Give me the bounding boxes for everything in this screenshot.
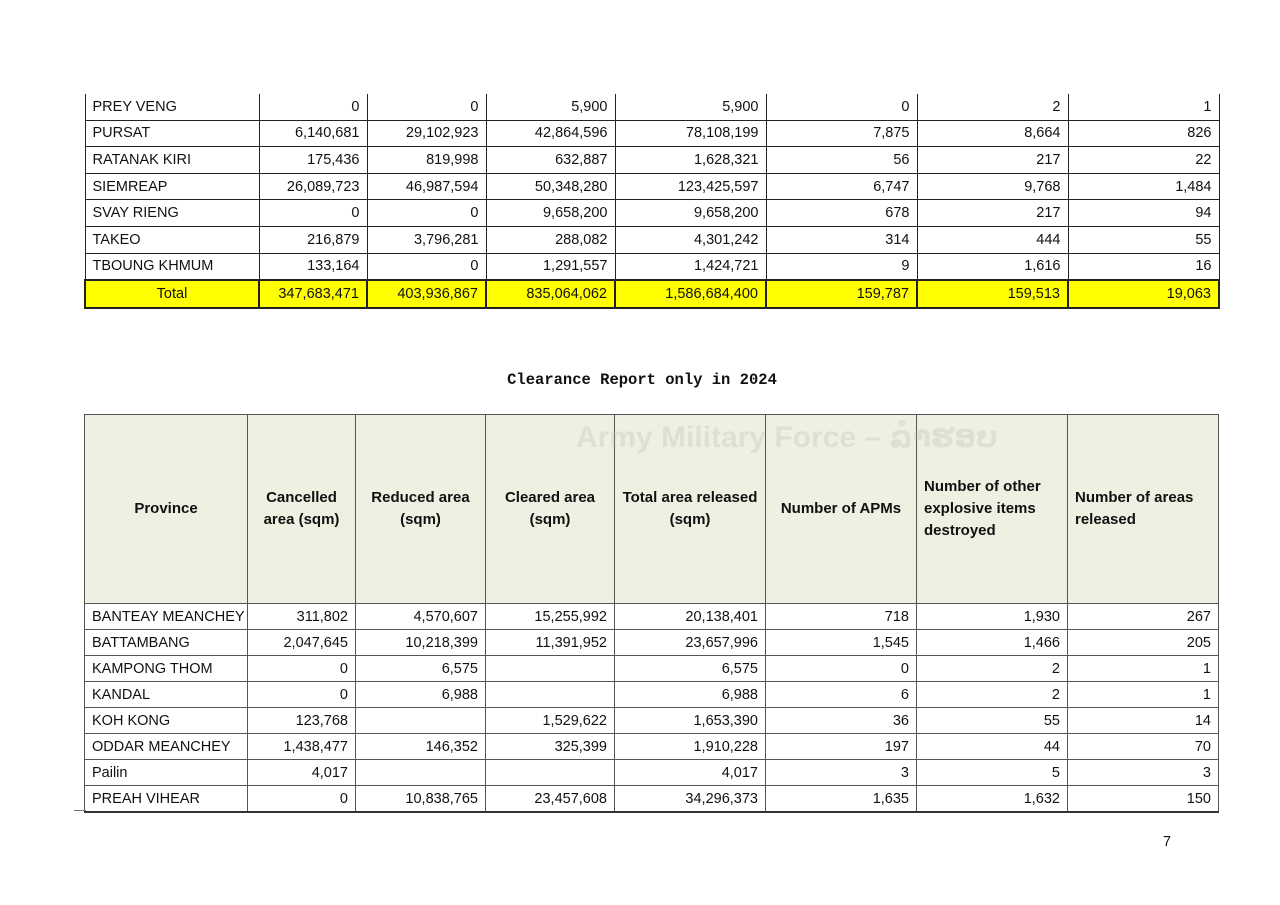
total-value-cell: 19,063: [1068, 280, 1219, 308]
value-cell: 1,616: [917, 253, 1068, 280]
provincial-totals-table: [84, 94, 1220, 309]
value-cell: 4,570,607: [356, 604, 486, 630]
total-value-cell: 403,936,867: [367, 280, 486, 308]
page-number: 7: [1163, 834, 1172, 850]
table-row: [85, 604, 1219, 630]
value-cell: 133,164: [259, 253, 367, 280]
value-cell: 311,802: [248, 604, 356, 630]
value-cell: 123,425,597: [615, 173, 766, 200]
value-cell: 6,575: [356, 656, 486, 682]
table-row: [85, 682, 1219, 708]
table-row: [85, 630, 1219, 656]
value-cell: 2,047,645: [248, 630, 356, 656]
value-cell: 1,529,622: [486, 708, 615, 734]
value-cell: 94: [1068, 200, 1219, 227]
total-value-cell: 159,513: [917, 280, 1068, 308]
value-cell: 1,930: [917, 604, 1068, 630]
value-cell: 0: [367, 253, 486, 280]
province-cell: SVAY RIENG: [85, 200, 259, 227]
total-row: [85, 280, 1219, 308]
table-row: [85, 786, 1219, 813]
value-cell: 16: [1068, 253, 1219, 280]
value-cell: [486, 760, 615, 786]
value-cell: 217: [917, 200, 1068, 227]
table-row: [85, 708, 1219, 734]
divider: [74, 810, 86, 811]
value-cell: 0: [259, 200, 367, 227]
value-cell: 1,424,721: [615, 253, 766, 280]
header-cleared-area: Cleared area (sqm): [486, 415, 615, 604]
value-cell: 0: [248, 786, 356, 813]
value-cell: 6,140,681: [259, 120, 367, 147]
value-cell: 1,632: [917, 786, 1068, 813]
header-reduced-area: Reduced area (sqm): [356, 415, 486, 604]
value-cell: 826: [1068, 120, 1219, 147]
value-cell: 0: [367, 200, 486, 227]
value-cell: [486, 656, 615, 682]
value-cell: 9,658,200: [615, 200, 766, 227]
province-cell: BATTAMBANG: [85, 630, 248, 656]
value-cell: 0: [367, 94, 486, 120]
header-row: [85, 415, 1219, 604]
province-cell: RATANAK KIRI: [85, 147, 259, 174]
value-cell: 2: [917, 656, 1068, 682]
table-row: [85, 200, 1219, 227]
value-cell: 6: [766, 682, 917, 708]
value-cell: 78,108,199: [615, 120, 766, 147]
province-cell: SIEMREAP: [85, 173, 259, 200]
value-cell: 3: [1068, 760, 1219, 786]
value-cell: 5,900: [615, 94, 766, 120]
province-cell: KOH KONG: [85, 708, 248, 734]
value-cell: 15,255,992: [486, 604, 615, 630]
value-cell: 1,484: [1068, 173, 1219, 200]
value-cell: 22: [1068, 147, 1219, 174]
value-cell: 9,658,200: [486, 200, 615, 227]
value-cell: 10,218,399: [356, 630, 486, 656]
value-cell: 175,436: [259, 147, 367, 174]
value-cell: 42,864,596: [486, 120, 615, 147]
value-cell: 6,988: [615, 682, 766, 708]
value-cell: 4,301,242: [615, 226, 766, 253]
value-cell: 23,657,996: [615, 630, 766, 656]
table-row: [85, 173, 1219, 200]
value-cell: 1: [1068, 682, 1219, 708]
value-cell: 0: [766, 94, 917, 120]
value-cell: 9: [766, 253, 917, 280]
value-cell: 55: [917, 708, 1068, 734]
value-cell: 5: [917, 760, 1068, 786]
value-cell: 150: [1068, 786, 1219, 813]
total-label: Total: [85, 280, 259, 308]
value-cell: 34,296,373: [615, 786, 766, 813]
province-cell: KANDAL: [85, 682, 248, 708]
province-cell: TAKEO: [85, 226, 259, 253]
total-value-cell: 1,586,684,400: [615, 280, 766, 308]
value-cell: 1,545: [766, 630, 917, 656]
total-value-cell: 347,683,471: [259, 280, 367, 308]
value-cell: [356, 708, 486, 734]
value-cell: 1: [1068, 94, 1219, 120]
value-cell: 6,988: [356, 682, 486, 708]
header-cancelled-area: Cancelled area (sqm): [248, 415, 356, 604]
province-cell: Pailin: [85, 760, 248, 786]
header-other-explosive-items: Number of other explosive items destroyed: [917, 415, 1068, 604]
value-cell: 444: [917, 226, 1068, 253]
value-cell: 632,887: [486, 147, 615, 174]
value-cell: 3: [766, 760, 917, 786]
table-row: [85, 226, 1219, 253]
value-cell: 3,796,281: [367, 226, 486, 253]
province-cell: KAMPONG THOM: [85, 656, 248, 682]
header-number-of-apms: Number of APMs: [766, 415, 917, 604]
province-cell: TBOUNG KHMUM: [85, 253, 259, 280]
total-value-cell: 835,064,062: [486, 280, 615, 308]
value-cell: 29,102,923: [367, 120, 486, 147]
value-cell: 2: [917, 94, 1068, 120]
value-cell: 0: [248, 656, 356, 682]
report-title: Clearance Report only in 2024: [507, 371, 777, 389]
header-total-area-released: Total area released (sqm): [615, 415, 766, 604]
value-cell: 6,575: [615, 656, 766, 682]
value-cell: 205: [1068, 630, 1219, 656]
value-cell: 1,910,228: [615, 734, 766, 760]
value-cell: 1,635: [766, 786, 917, 813]
value-cell: 5,900: [486, 94, 615, 120]
value-cell: 1,653,390: [615, 708, 766, 734]
value-cell: 146,352: [356, 734, 486, 760]
province-cell: BANTEAY MEANCHEY: [85, 604, 248, 630]
value-cell: 20,138,401: [615, 604, 766, 630]
value-cell: 0: [259, 94, 367, 120]
value-cell: 267: [1068, 604, 1219, 630]
value-cell: 70: [1068, 734, 1219, 760]
value-cell: 123,768: [248, 708, 356, 734]
value-cell: 55: [1068, 226, 1219, 253]
table-row: [85, 253, 1219, 280]
value-cell: 4,017: [248, 760, 356, 786]
value-cell: 9,768: [917, 173, 1068, 200]
header-areas-released: Number of areas released: [1068, 415, 1219, 604]
value-cell: 0: [766, 656, 917, 682]
province-cell: PURSAT: [85, 120, 259, 147]
value-cell: 216,879: [259, 226, 367, 253]
clearance-report-2024-table: [84, 414, 1219, 813]
value-cell: 26,089,723: [259, 173, 367, 200]
value-cell: 6,747: [766, 173, 917, 200]
value-cell: 1: [1068, 656, 1219, 682]
province-cell: PREAH VIHEAR: [85, 786, 248, 813]
value-cell: [356, 760, 486, 786]
value-cell: 217: [917, 147, 1068, 174]
value-cell: 8,664: [917, 120, 1068, 147]
table-row: [85, 656, 1219, 682]
value-cell: 819,998: [367, 147, 486, 174]
table-row: [85, 120, 1219, 147]
value-cell: 56: [766, 147, 917, 174]
value-cell: 1,628,321: [615, 147, 766, 174]
value-cell: 718: [766, 604, 917, 630]
value-cell: 46,987,594: [367, 173, 486, 200]
value-cell: 0: [248, 682, 356, 708]
value-cell: 23,457,608: [486, 786, 615, 813]
watermark: Army Military Force – ລໍາຮອບ: [576, 421, 998, 454]
value-cell: 1,466: [917, 630, 1068, 656]
table-row: [85, 760, 1219, 786]
value-cell: 1,438,477: [248, 734, 356, 760]
total-value-cell: 159,787: [766, 280, 917, 308]
value-cell: 36: [766, 708, 917, 734]
value-cell: 314: [766, 226, 917, 253]
province-cell: PREY VENG: [85, 94, 259, 120]
value-cell: 10,838,765: [356, 786, 486, 813]
value-cell: 197: [766, 734, 917, 760]
province-cell: ODDAR MEANCHEY: [85, 734, 248, 760]
value-cell: 325,399: [486, 734, 615, 760]
value-cell: 1,291,557: [486, 253, 615, 280]
value-cell: 678: [766, 200, 917, 227]
table-row: [85, 734, 1219, 760]
header-province: Province: [85, 415, 248, 604]
value-cell: [486, 682, 615, 708]
value-cell: 11,391,952: [486, 630, 615, 656]
value-cell: 4,017: [615, 760, 766, 786]
value-cell: 7,875: [766, 120, 917, 147]
value-cell: 44: [917, 734, 1068, 760]
value-cell: 14: [1068, 708, 1219, 734]
table-row: [85, 147, 1219, 174]
table-row: [85, 94, 1219, 120]
value-cell: 2: [917, 682, 1068, 708]
value-cell: 288,082: [486, 226, 615, 253]
value-cell: 50,348,280: [486, 173, 615, 200]
